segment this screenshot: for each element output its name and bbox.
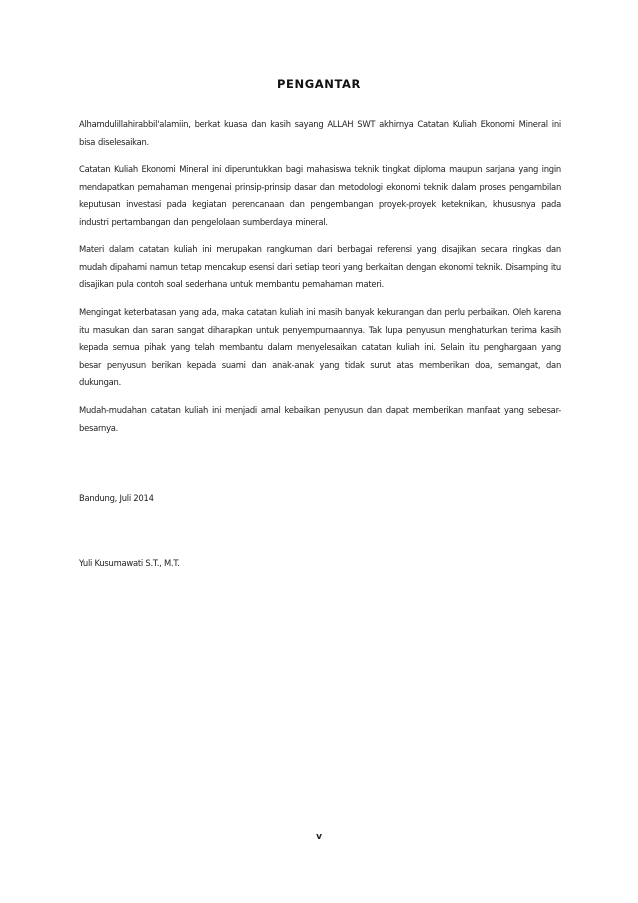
author-name: Yuli Kusumawati S.T., M.T. bbox=[79, 558, 180, 568]
page-title: PENGANTAR bbox=[277, 77, 361, 91]
paragraph-opening: Alhamdulillahirabbil'alamiin, berkat kuasa dan kasih sayang ALLAH SWT akhirnya Catatan Kuliah Ekonomi Mineral ini bisa diselesaikan. bbox=[79, 119, 561, 147]
paragraph-closing: Mudah-mudahan catatan kuliah ini menjadi amal kebaikan penyusun dan dapat memberikan manfaat yang sebesar-besarnya. bbox=[79, 405, 561, 433]
paragraph-acknowledgement: Mengingat keterbatasan yang ada, maka catatan kuliah ini masih banyak kekurangan dan perlu perbaikan. Oleh karena itu masukan dan saran sangat diharapkan untuk penyempurnaannya. Tak lupa penyusun menghaturkan terima kasih kepada semua pihak yang telah membantu dalam menyelesaikan catatan kuliah ini. Selain itu penghargaan yang besar penyusun berikan kepada suami dan anak-anak yang tidak surut atas memberikan doa, semangat, dan dukungan. bbox=[79, 307, 561, 388]
paragraph-purpose: Catatan Kuliah Ekonomi Mineral ini diperuntukkan bagi mahasiswa teknik tingkat diploma maupun sarjana yang ingin mendapatkan pemahaman mengenai prinsip-prinsip dasar dan metodologi ekonomi teknik dalam proses pengambilan keputusan investasi pada kegiatan perencanaan dan pengembangan proyek-proyek keteknikan, khususnya pada industri pertambangan dan pengelolaan sumberdaya mineral. bbox=[79, 164, 561, 227]
page-number: v bbox=[316, 832, 322, 842]
place-and-date: Bandung, Juli 2014 bbox=[79, 493, 154, 503]
paragraph-content: Materi dalam catatan kuliah ini merupakan rangkuman dari berbagai referensi yang disajikan secara ringkas dan mudah dipahami namun tetap mencakup esensi dari setiap teori yang berkaitan dengan ekonomi teknik. Disamping itu disajikan pula contoh soal sederhana untuk membantu pemahaman materi. bbox=[79, 244, 561, 290]
